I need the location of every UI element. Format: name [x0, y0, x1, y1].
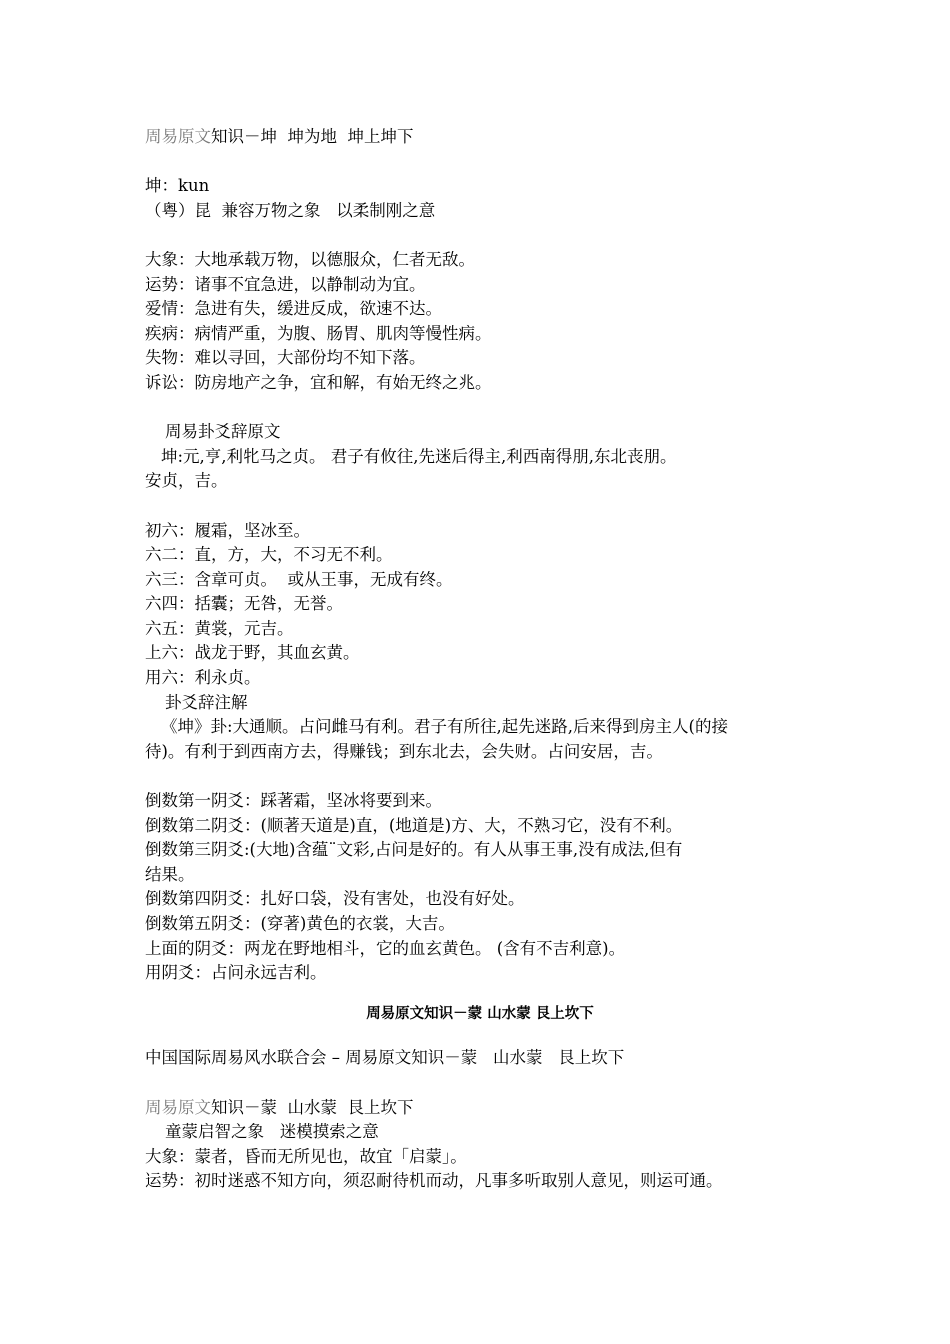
kun-yao-heading: 周易卦爻辞原文 [165, 422, 281, 442]
kun-yao-line: 六二：直，方，大，不习无不利。 [145, 545, 393, 565]
meng-attribute: 大象：蒙者，昏而无所见也，故宜「启蒙」。 [145, 1146, 467, 1166]
kun-yao-explanation: 倒数第二阴爻：(顺著天道是)直，(地道是)方、大，不熟习它，没有不利。 [145, 815, 683, 835]
kun-cantonese: （粤）昆 兼容万物之象 以柔制刚之意 [145, 200, 436, 220]
kun-yao-line: 上六：战龙于野，其血玄黄。 [145, 643, 360, 663]
kun-attribute: 爱情：急进有失，缓进反成，欲速不达。 [145, 299, 442, 319]
meng-title-rest: 知识－蒙 山水蒙 艮上坎下 [211, 1097, 414, 1117]
meng-attribute: 运势：初时迷惑不知方向，须忍耐待机而动，凡事多听取别人意见，则运可通。 [145, 1171, 723, 1191]
kun-title-rest: 知识－坤 坤为地 坤上坤下 [211, 127, 414, 146]
meng-source-line: 中国国际周易风水联合会 – 周易原文知识－蒙 山水蒙 艮上坎下 [145, 1048, 625, 1068]
kun-yao-line: 六四：括囊；无咎，无誉。 [145, 594, 343, 614]
kun-yao-explanation: 倒数第四阴爻：扎好口袋，没有害处，也没有好处。 [145, 889, 525, 909]
kun-yao-line: 六三：含章可贞。 或从王事，无成有终。 [145, 569, 453, 589]
kun-yao-explanation: 倒数第三阴爻:(大地)含蕴¨文彩,占问是好的。有人从事王事,没有成法,但有 [145, 840, 683, 860]
kun-title [145, 125, 815, 150]
kun-gua-text: 安贞，吉。 [145, 471, 228, 491]
meng-title-gray: 周易原文 [145, 1097, 211, 1117]
meng-subtitle: 童蒙启智之象 迷模摸索之意 [165, 1122, 379, 1142]
kun-annotation: 《坤》卦:大通顺。占问雌马有利。君子有所往,起先迷路,后来得到房主人(的接 [161, 717, 728, 737]
kun-pinyin: 坤：kun [145, 176, 210, 196]
meng-title [145, 1096, 815, 1121]
kun-yao-explanation: 倒数第五阴爻：(穿著)黄色的衣裳，大吉。 [145, 914, 455, 933]
kun-yao-line: 用六：利永贞。 [145, 668, 261, 688]
document-page [145, 125, 815, 1194]
kun-attribute: 失物：难以寻回，大部份均不知下落。 [145, 348, 426, 368]
kun-attribute: 疾病：病情严重，为腹、肠胃、肌肉等慢性病。 [145, 323, 492, 343]
kun-gua-text: 坤:元,亨,利牝马之贞。 君子有攸往,先迷后得主,利西南得朋,东北丧朋。 [161, 446, 677, 466]
kun-yao-explanation: 上面的阴爻：两龙在野地相斗，它的血玄黄色。 (含有不吉利意)。 [145, 938, 626, 958]
kun-attribute: 诉讼：防房地产之争，宜和解，有始无终之兆。 [145, 372, 492, 392]
kun-annotation: 待)。有利于到西南方去，得赚钱；到东北去，会失财。占问安居，吉。 [145, 741, 663, 761]
meng-section-heading: 周易原文知识－蒙 山水蒙 艮上坎下 [366, 1005, 594, 1022]
kun-attribute: 大象：大地承载万物，以德服众，仁者无敌。 [145, 249, 475, 269]
kun-yao-line: 六五：黄裳，元吉。 [145, 618, 294, 638]
kun-title-gray: 周易原文 [145, 127, 211, 146]
kun-yao-line: 初六：履霜，坚冰至。 [145, 520, 310, 540]
kun-attribute: 运势：诸事不宜急进，以静制动为宜。 [145, 274, 426, 294]
kun-annotation-heading: 卦爻辞注解 [165, 692, 248, 712]
kun-yao-explanation: 用阴爻：占问永远吉利。 [145, 963, 327, 983]
kun-yao-explanation: 倒数第一阴爻：踩著霜，坚冰将要到来。 [145, 791, 442, 811]
kun-yao-explanation: 结果。 [145, 864, 195, 884]
